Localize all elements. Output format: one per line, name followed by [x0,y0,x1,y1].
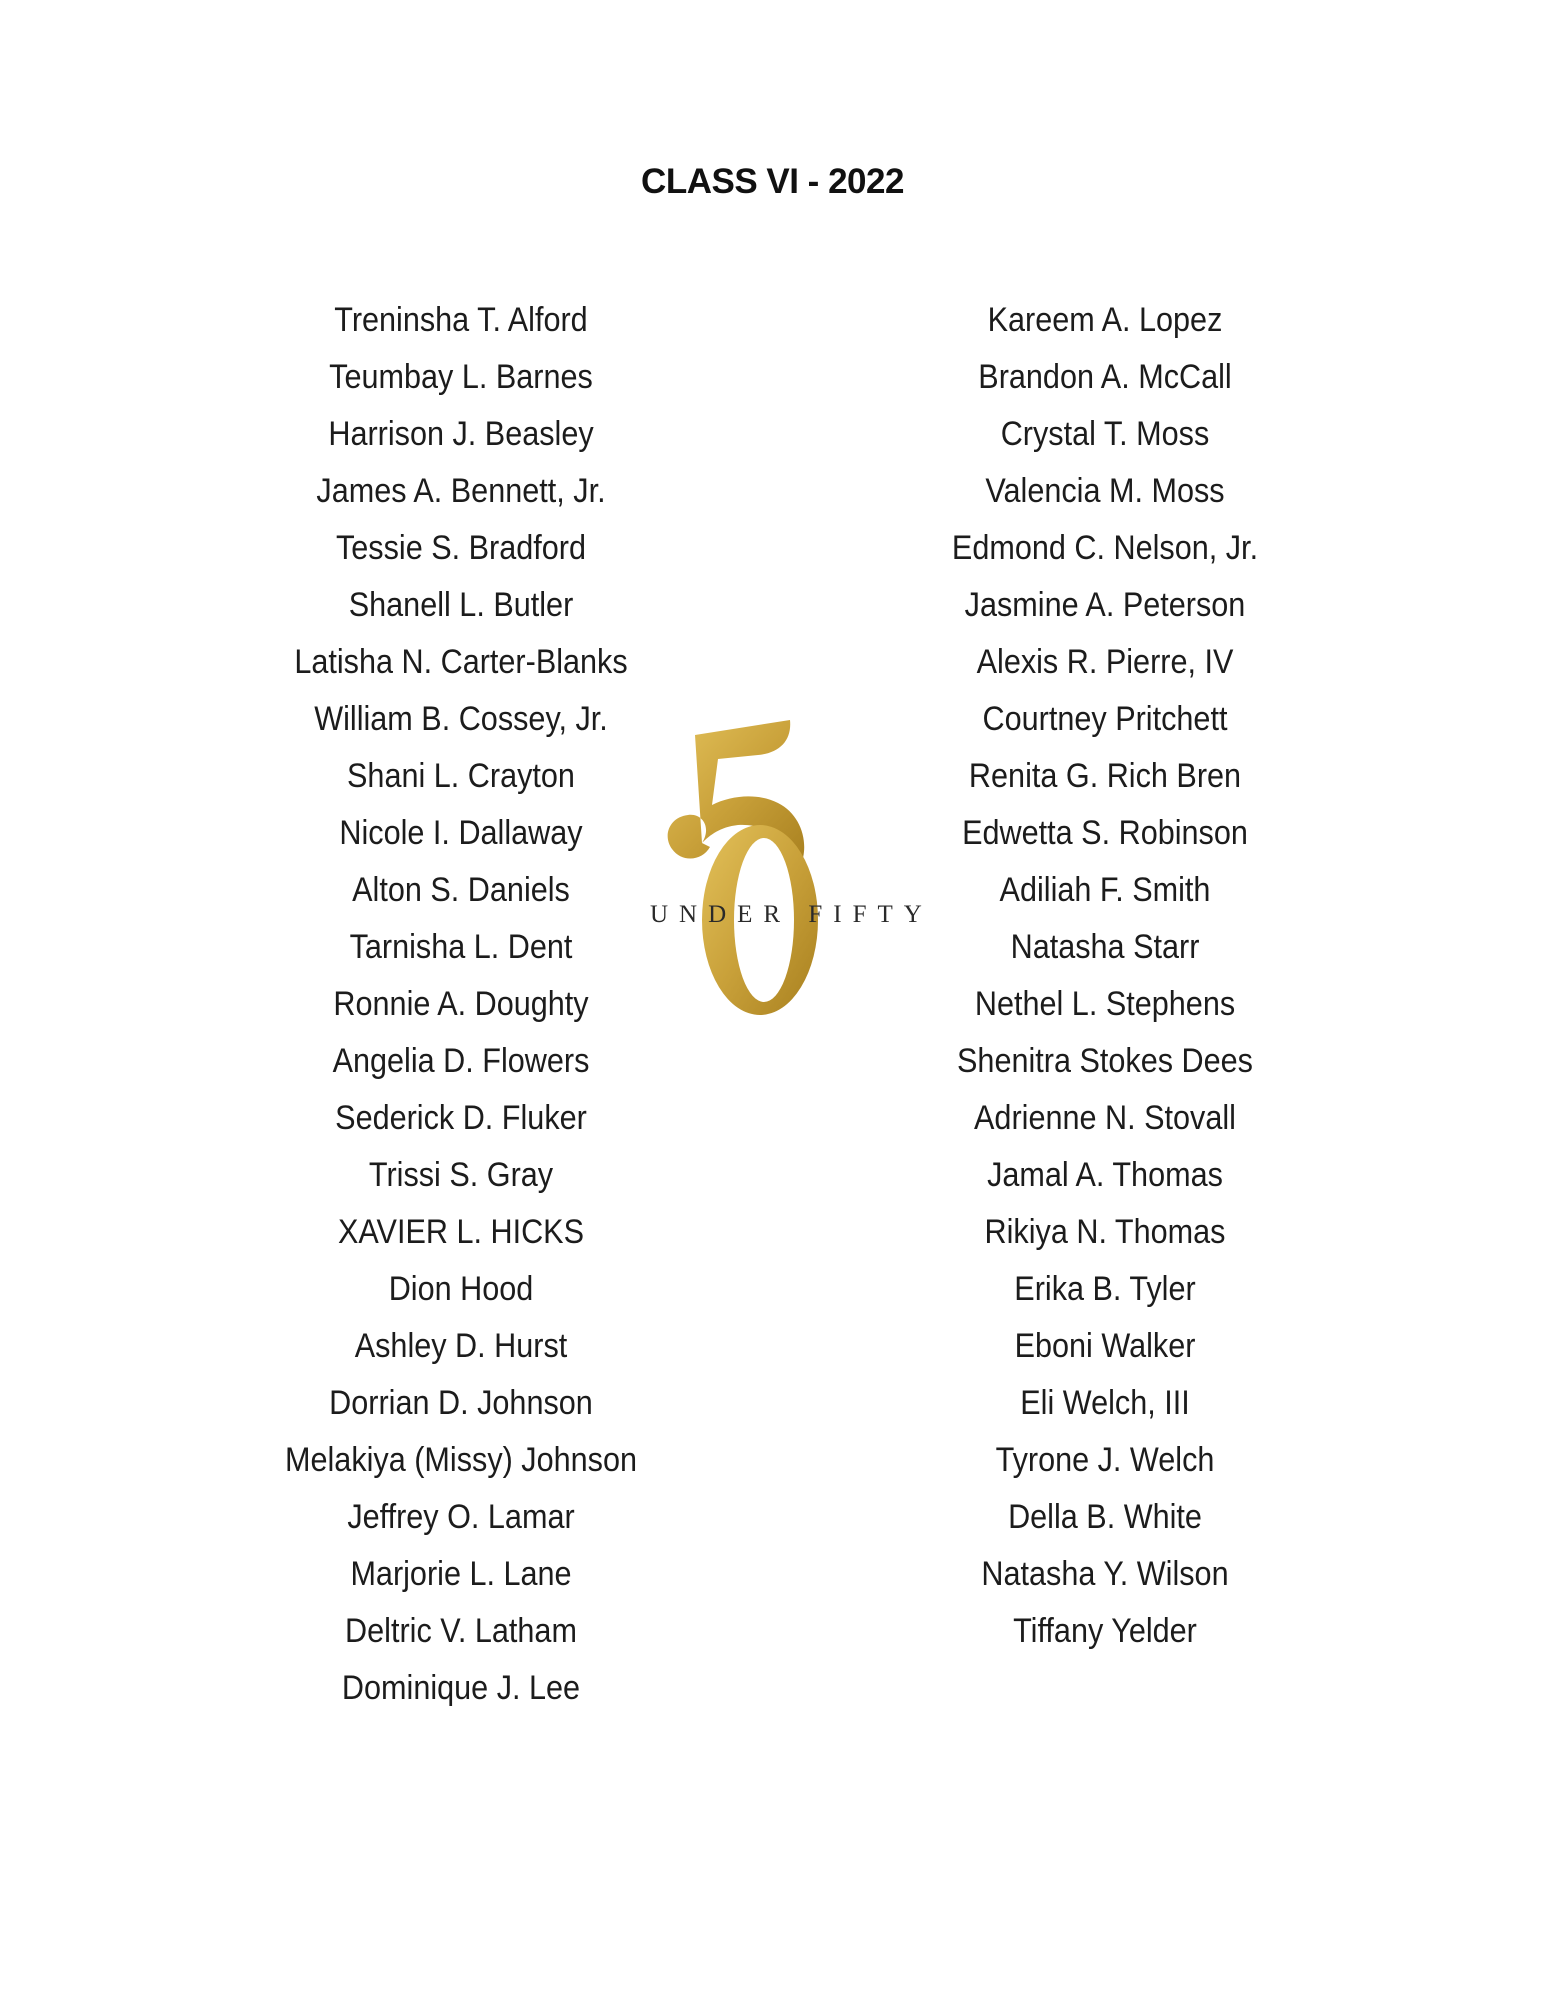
page-title: CLASS VI - 2022 [641,162,904,201]
honoree-name: Jeffrey O. Lamar [347,1498,575,1536]
honoree-name: Ashley D. Hurst [354,1327,568,1365]
honoree-name: Ronnie A. Doughty [333,985,589,1023]
honoree-name: Tessie S. Bradford [335,529,587,567]
honoree-name: Alexis R. Pierre, IV [976,643,1234,681]
honoree-name: Shenitra Stokes Dees [957,1042,1253,1080]
honoree-name: Melakiya (Missy) Johnson [284,1441,638,1479]
honoree-name: Angelia D. Flowers [332,1042,590,1080]
honoree-name: XAVIER L. HICKS [337,1213,585,1251]
honoree-name: Shanell L. Butler [348,586,574,624]
honoree-name: Nicole I. Dallaway [339,814,583,852]
fifty-under-fifty-logo [640,715,960,1025]
honoree-name: Harrison J. Beasley [328,415,594,453]
honoree-name: Jasmine A. Peterson [964,586,1246,624]
honoree-name: Tiffany Yelder [1013,1612,1197,1650]
honoree-name: Deltric V. Latham [345,1612,577,1650]
honoree-name: Jamal A. Thomas [987,1156,1223,1194]
honoree-name: Adrienne N. Stovall [974,1099,1236,1137]
honoree-name: Della B. White [1008,1498,1202,1536]
honoree-name: Alton S. Daniels [352,871,570,909]
honoree-name: Dion Hood [388,1270,534,1308]
honoree-name: Nethel L. Stephens [974,985,1236,1023]
honoree-name: Eboni Walker [1014,1327,1196,1365]
honoree-name: Rikiya N. Thomas [984,1213,1226,1251]
honoree-name: Treninsha T. Alford [334,301,588,339]
honoree-name: Edwetta S. Robinson [962,814,1248,852]
honoree-name: Erika B. Tyler [1014,1270,1196,1308]
honoree-name: Kareem A. Lopez [987,301,1223,339]
honoree-name: Courtney Pritchett [982,700,1228,738]
honoree-name: Dorrian D. Johnson [329,1384,593,1422]
honoree-name: Dominique J. Lee [341,1669,581,1707]
honoree-name: Valencia M. Moss [985,472,1225,510]
honoree-name: Eli Welch, III [1020,1384,1190,1422]
honoree-name: James A. Bennett, Jr. [316,472,606,510]
honoree-name: Teumbay L. Barnes [329,358,593,396]
honoree-name: William B. Cossey, Jr. [314,700,608,738]
honoree-name: Shani L. Crayton [347,757,575,795]
honoree-name: Tarnisha L. Dent [349,928,573,966]
honoree-name: Natasha Starr [1010,928,1200,966]
honoree-name: Marjorie L. Lane [350,1555,572,1593]
honoree-name: Sederick D. Fluker [335,1099,587,1137]
honoree-name: Natasha Y. Wilson [981,1555,1229,1593]
honoree-name: Edmond C. Nelson, Jr. [951,529,1259,567]
honoree-name: Renita G. Rich Bren [968,757,1242,795]
honoree-name: Tyrone J. Welch [995,1441,1215,1479]
honoree-name: Adiliah F. Smith [999,871,1211,909]
honoree-name: Latisha N. Carter-Blanks [294,643,628,681]
logo-wordmark: UNDER FIFTY [650,901,933,928]
honoree-name: Brandon A. McCall [978,358,1232,396]
honoree-name: Trissi S. Gray [368,1156,554,1194]
honoree-name: Crystal T. Moss [1000,415,1210,453]
